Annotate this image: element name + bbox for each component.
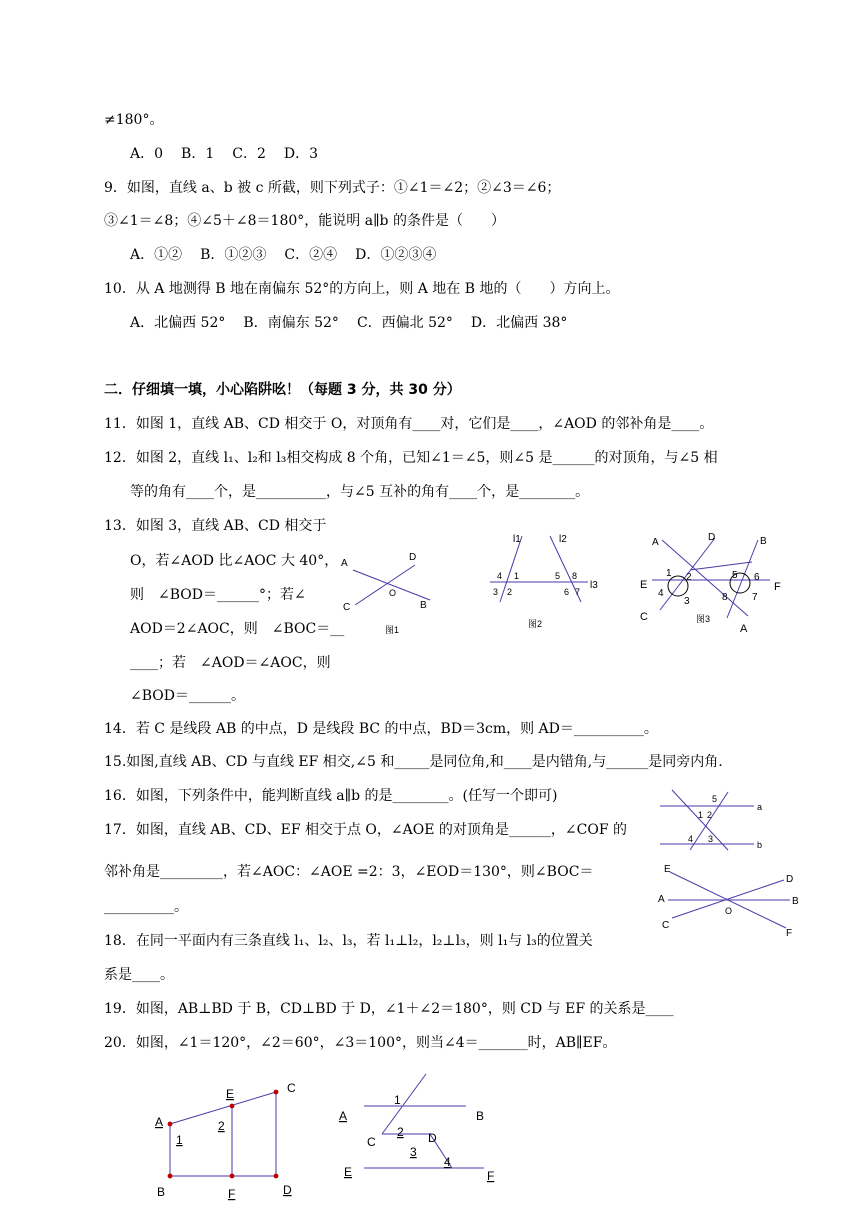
question-13-cont: ____；若 ∠AOD＝∠AOC，则: [130, 655, 331, 671]
question-12-cont: 等的角有____个，是__________，与∠5 互补的角有____个，是________。: [130, 484, 590, 500]
label-b: B: [792, 896, 799, 907]
angle-label: 1: [666, 568, 672, 579]
angle-label: 4: [497, 571, 503, 581]
section-2-heading: 二．仔细填一填，小心陷阱吆！（每题 3 分，共 30 分）: [104, 382, 461, 398]
label-d: D: [283, 1183, 292, 1197]
figure-caption: 图3: [696, 614, 711, 624]
label-l3: l3: [590, 580, 598, 591]
label-a-lower: A: [740, 623, 748, 635]
label-c: C: [367, 1135, 376, 1149]
label-a: A: [155, 1115, 164, 1129]
label-e: E: [664, 864, 671, 875]
label-f: F: [786, 928, 793, 939]
label-a: a: [757, 802, 763, 812]
angle-label: 1: [514, 571, 520, 581]
label-d: D: [708, 532, 716, 543]
question-20: 20．如图，∠1＝120°，∠2＝60°，∠3＝100°，则当∠4＝_______时，AB∥EF。: [104, 1035, 617, 1051]
figure-16: [650, 784, 770, 854]
angle-label: 2: [707, 810, 713, 820]
question-17: 17．如图，直线 AB、CD、EF 相交于点 O，∠AOE 的对顶角是______，∠COF 的: [104, 822, 627, 838]
label-b: B: [476, 1109, 485, 1123]
label-e: E: [344, 1165, 353, 1179]
option: C．②④: [284, 247, 338, 263]
question-10: 10．从 A 地测得 B 地在南偏东 52°的方向上，则 A 地在 B 地的（ ）方向上。: [104, 281, 620, 297]
question-14: 14．若 C 是线段 AB 的中点，D 是线段 BC 的中点，BD＝3cm，则 AD＝__________。: [104, 721, 658, 737]
label-c: C: [343, 602, 351, 613]
option: B．①②③: [200, 247, 267, 263]
label-a: A: [339, 1109, 348, 1123]
angle-label: 1: [394, 1093, 401, 1107]
label-l2: l2: [559, 534, 567, 545]
label-b: b: [757, 840, 763, 850]
figure-1: [335, 540, 445, 640]
figure-3: [630, 528, 790, 638]
angle-label: 5: [732, 570, 738, 581]
label-a: A: [652, 537, 659, 548]
option: C．西偏北 52°: [356, 315, 453, 331]
option: B．南偏东 52°: [243, 315, 339, 331]
question-17-cont: __________。: [104, 899, 188, 915]
option: A．北偏西 52°: [130, 315, 226, 331]
question-18: 18．在同一平面内有三条直线 l₁、l₂、l₃，若 l₁⊥l₂，l₂⊥l₃，则 l₁与 l₃的位置关: [104, 933, 593, 949]
option: D．3: [283, 146, 318, 162]
angle-label: 3: [708, 834, 714, 844]
q8-options: [130, 144, 336, 164]
option: D．①②③④: [355, 247, 437, 263]
question-9-cont: ③∠1＝∠8；④∠5＋∠8＝180°，能说明 a∥b 的条件是（ ）: [104, 213, 505, 229]
angle-label: 5: [712, 794, 718, 804]
angle-label: 3: [493, 587, 499, 597]
figure-2: [480, 530, 610, 630]
angle-label: 4: [688, 834, 694, 844]
q9-options: [130, 245, 454, 265]
label-d: D: [409, 552, 417, 563]
question-16: 16．如图，下列条件中，能判断直线 a∥b 的是________。(任写一个即可): [104, 788, 558, 804]
angle-label: 6: [564, 587, 570, 597]
label-e: E: [226, 1087, 235, 1101]
angle-label: 4: [444, 1155, 451, 1169]
option: A．0: [130, 146, 164, 162]
angle-label: 5: [555, 571, 561, 581]
angle-label: 1: [698, 810, 704, 820]
question-13-cont: AOD＝2∠AOC，则 ∠BOC＝__: [130, 621, 345, 637]
angle-label: 8: [572, 571, 578, 581]
angle-label: 6: [754, 572, 760, 583]
option: D．北偏西 38°: [470, 315, 568, 331]
option: B．1: [181, 146, 215, 162]
label-f: F: [774, 581, 781, 593]
label-a: A: [658, 894, 665, 905]
label-d: D: [428, 1131, 437, 1145]
question-13-cont: O，若∠AOD 比∠AOC 大 40°，: [130, 553, 339, 569]
option: A．①②: [130, 247, 183, 263]
angle-label: 2: [686, 572, 692, 583]
label-a: A: [341, 558, 348, 569]
text-line: ≠180°。: [104, 112, 164, 128]
question-19: 19．如图，AB⊥BD 于 B，CD⊥BD 于 D，∠1＋∠2＝180°，则 CD 与 EF 的关系是____: [104, 1001, 674, 1017]
angle-label: 3: [410, 1145, 417, 1159]
angle-label: 4: [658, 588, 664, 599]
label-d: D: [786, 874, 794, 885]
question-15: 15.如图,直线 AB、CD 与直线 EF 相交,∠5 和_____是同位角,和____是内错角,与______是同旁内角.: [104, 754, 723, 770]
question-18-cont: 系是____。: [104, 967, 174, 983]
angle-label: 7: [575, 587, 581, 597]
label-b: B: [157, 1185, 166, 1199]
figure-17: [650, 858, 810, 938]
angle-label: 8: [722, 592, 728, 603]
figure-caption: 图2: [528, 619, 543, 629]
angle-label: 7: [752, 592, 758, 603]
label-f: F: [228, 1187, 236, 1201]
figure-20: [334, 1070, 514, 1188]
angle-label: 2: [218, 1119, 225, 1133]
label-l1: l1: [513, 534, 521, 545]
figure-caption: 图1: [385, 625, 400, 635]
question-13-cont: ∠BOD＝______。: [130, 688, 245, 704]
question-17-cont: 邻补角是_________，若∠AOC：∠AOE =2：3，∠EOD＝130°，则∠BOC＝: [104, 864, 594, 880]
angle-label: 1: [176, 1133, 183, 1147]
angle-label: 2: [507, 587, 513, 597]
question-9: 9．如图，直线 a、b 被 c 所截，则下列式子：①∠1＝∠2；②∠3＝∠6；: [104, 180, 561, 196]
question-13: 13．如图 3，直线 AB、CD 相交于: [104, 518, 327, 534]
label-c: C: [662, 920, 670, 931]
question-11: 11．如图 1，直线 AB、CD 相交于 O，对顶角有____对，它们是____，∠AOD 的邻补角是____。: [104, 416, 714, 432]
label-c: C: [640, 611, 648, 623]
label-e: E: [640, 579, 648, 591]
question-13-cont: 则 ∠BOD＝______°；若∠: [130, 587, 306, 603]
label-o: O: [725, 906, 733, 916]
question-12: 12．如图 2，直线 l₁、l₂和 l₃相交构成 8 个角，已知∠1＝∠5，则∠5 是______的对顶角，与∠5 相: [104, 450, 718, 466]
q10-options: [130, 313, 585, 333]
figure-19: [150, 1078, 310, 1204]
label-b: B: [420, 600, 427, 611]
label-f: F: [487, 1169, 495, 1183]
label-b: B: [760, 536, 767, 547]
angle-label: 2: [397, 1125, 404, 1139]
angle-label: 3: [684, 596, 690, 607]
label-o: O: [389, 588, 397, 598]
option: C．2: [232, 146, 266, 162]
label-c: C: [287, 1081, 296, 1095]
